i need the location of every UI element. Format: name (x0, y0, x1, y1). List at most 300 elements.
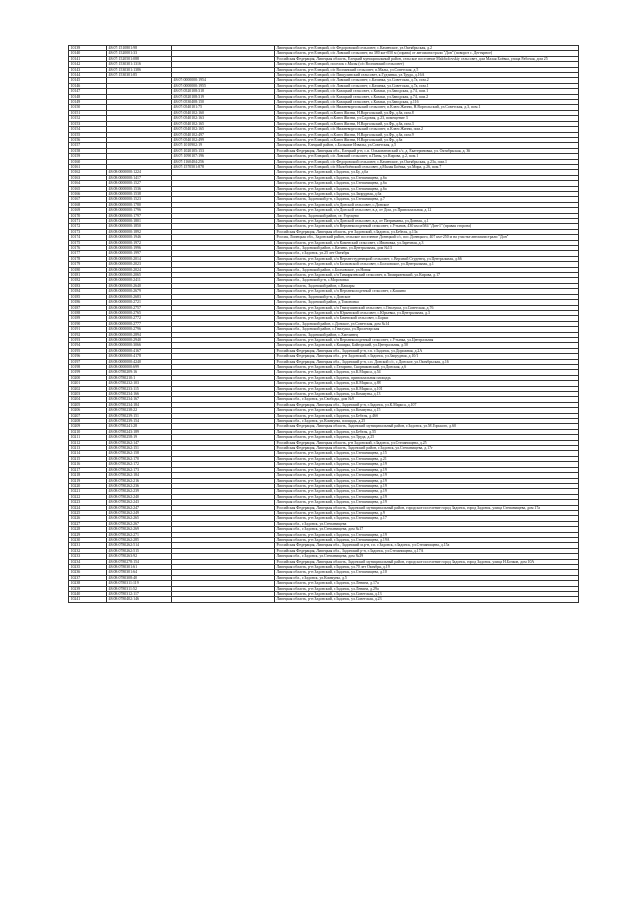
cadastral-number-cell: 48:08:0000000:1523 (107, 197, 172, 202)
row-number-cell: 10207 (69, 413, 107, 418)
address-cell: Российская Федерация, Липецкая обл., Задонский р-н, с.п. Донской с/с, с.Донское, ул.Октябрьская, д.16 (275, 359, 579, 364)
row-number-cell: 10234 (69, 559, 107, 564)
address-cell: Липецкая область, р-н Задонский, г.Задонск, ул.К.Маркса, д.54 (275, 370, 579, 375)
cadastral-number-cell: 48:08:0780238:22 (107, 408, 172, 413)
cadastral-number-cell: 48:07:1530301:85 (107, 73, 172, 78)
address-cell: Липецкая обл., Задонский район, с.Болховское, ул.Новая (275, 267, 579, 272)
cadastral-number-cell: 48:07:1530301:1386 (107, 67, 172, 72)
address-cell: Липецкая область, р-н Задонский, с/п Болховской сельсовет, с.Болховское, ул.Центральная, д.1 (275, 262, 579, 267)
row-number-cell: 10187 (69, 305, 107, 310)
row-number-cell: 10165 (69, 186, 107, 191)
row-number-cell: 10220 (69, 483, 107, 488)
address-cell: Липецкая область, р-н Елецкий, с/п Лавский сельсовет, на 380 км+050 м (справа) от автомагистрали "Дон" (поворот с. Дегтярное) (275, 51, 579, 56)
address-cell: Липецкая обл., Задонский район, с.Гнилуша, ул.Пролетарская (275, 327, 579, 332)
cadastral-number-cell: 48:08:0780262:239 (107, 489, 172, 494)
address-cell: Липецкая область, р-н Задонский, г.Задонск, ул.Степанищева, д.19 (275, 500, 579, 505)
address-cell: Российская Федерация, Липецкая обл., Задонский м.р-н, г.п. г.Задонск, г.Задонск, ул.Степанищева, д.15а (275, 543, 579, 548)
cadastral-number-cell: 48:08:0000000:2679 (107, 289, 172, 294)
row-number-cell: 10239 (69, 586, 107, 591)
row-number-cell: 10199 (69, 370, 107, 375)
row-number-cell: 10188 (69, 310, 107, 315)
row-number-cell: 10150 (69, 105, 107, 110)
cadastral-number-cell: 48:08:0780278:154 (107, 559, 172, 564)
row-number-cell: 10155 (69, 132, 107, 137)
cadastral-number-cell: 48:08:0780258:19 (107, 435, 172, 440)
row-number-cell: 10178 (69, 256, 107, 261)
address-cell: Липецкая обл., г.Задонск, ул.Свободы, дом №9 (275, 397, 579, 402)
address-cell: Россия, Липецкая обл., Задонский район, сельское поселение Донецкий с/с, пос.Донецкого, 407 км+250 м на участке автомагистрали "Дон" (275, 235, 579, 240)
cadastral-number-cell: 48:08:0000000:1417 (107, 175, 172, 180)
cadastral-number-cell: 48:08:0780262:247 (107, 505, 172, 510)
cadastral-number-cell: 48:08:0000000:2757 (107, 305, 172, 310)
address-cell: Липецкая область, р-н Елецкий, с/п Федоровский сельсовет, с.Каменское, ул.Октябрьская, д.2 (275, 46, 579, 51)
cadastral-number-cell: 48:08:0000000:1946 (107, 235, 172, 240)
row-number-cell: 10221 (69, 489, 107, 494)
address-cell: Липецкая область, Задонский район, с.Кашары (275, 283, 579, 288)
address-cell: Липецкая область, р-н Задонский, г.Задонск, ул.Степанищева, д.6а (275, 186, 579, 191)
row-number-cell: 10146 (69, 83, 107, 88)
row-number-cell: 10219 (69, 478, 107, 483)
row-number-cell: 10203 (69, 392, 107, 397)
cadastral-number-cell: 48:08:0780262:147 (107, 440, 172, 445)
row-number-cell: 10236 (69, 570, 107, 575)
row-number-cell: 10226 (69, 516, 107, 521)
row-number-cell: 10235 (69, 565, 107, 570)
address-cell: Липецкая область, р-н Елецкий, с/п Малобоёвский сельсовет, д.Малая Боёвка, ул.Мира, д.26, пом.7 (275, 164, 579, 169)
row-number-cell: 10240 (69, 592, 107, 597)
address-cell: Российская Федерация, Липецкая обл., Елецкий р-н, с.п. Ольховатовский с/с, д. Екатериновка, ул. Октябрьская, д. 36 (275, 148, 579, 153)
address-cell: Липецкая область, р-н Задонский, г.Задонск, привокзальная площадь (275, 375, 579, 380)
cadastral-number-cell: 48:08:0780239:151 (107, 413, 172, 418)
row-number-cell: 10164 (69, 181, 107, 186)
address-cell: Липецкая область, Задонский р-н, г.Задонск, ул.Степанищева, д.7 (275, 197, 579, 202)
cadastral-number-cell: 48:08:0780262:173 (107, 467, 172, 472)
row-number-cell: 10184 (69, 289, 107, 294)
address-cell: Липецкая область, р-н Задонский, г.Задонск, ул.Степанищева, д.19 (275, 532, 579, 537)
row-number-cell: 10194 (69, 343, 107, 348)
building-cadastral-cell: 48:07:0000000:1954 (172, 78, 275, 83)
address-cell: Российская Федерация, Липецкая область, Задонский район, г.Задонск, ул.Степанищева, д.17г (275, 446, 579, 451)
cadastral-number-cell: 48:08:0000000:2411 (107, 278, 172, 283)
cadastral-number-cell: 48:08:0000000:2940 (107, 337, 172, 342)
address-cell: Липецкая область, р-н Елецкий, с/п Казацкий сельсовет, с.Казаки, ул.Заводская, д.74, пом.2 (275, 94, 579, 99)
row-number-cell: 10148 (69, 94, 107, 99)
row-number-cell: 10169 (69, 208, 107, 213)
row-number-cell: 10179 (69, 262, 107, 267)
cadastral-number-cell: 48:08:0780263:92 (107, 554, 172, 559)
address-cell: Липецкая область, р-н Задонский, г.Задонск, ул.Степанищева, д.19 (275, 483, 579, 488)
cadastral-number-cell: 48:07:1520001:33 (107, 51, 172, 56)
cadastral-number-cell: 48:08:0780312:117 (107, 592, 172, 597)
cadastral-number-cell: 48:08:0000000:1527 (107, 181, 172, 186)
building-cadastral-cell: 48:07:0540102:497 (172, 132, 275, 137)
row-number-cell: 10197 (69, 359, 107, 364)
address-cell: Липецкая область, р-н Елецкий, п.Ключ Жизни, Н.Воргольский, ул.Фр, д.6а, пом.9 (275, 132, 579, 137)
address-cell: Липецкая область, р-н Елецкий, п.Ключ Жизни, ул.Садовая, д.23, помещение 3 (275, 116, 579, 121)
cadastral-number-cell: 48:08:0000000:1796 (107, 208, 172, 213)
building-cadastral-cell (172, 597, 275, 602)
address-cell: Липецкая область, р-н Задонский, г.Задонск, ул.Коммуны, д.13 (275, 392, 579, 397)
address-cell: Липецкая область, р-н Задонский, г.Задонск, ул.Советская, д.13 (275, 592, 579, 597)
row-number-cell: 10186 (69, 300, 107, 305)
address-cell: Липецкая область, р-н Задонский, г.Задонск, ул.Степанищева, д.6а (275, 181, 579, 186)
row-number-cell: 10163 (69, 175, 107, 180)
row-number-cell: 10145 (69, 78, 107, 83)
address-cell: Липецкая область, р-н Задонский, г.Задонск, ул.Бебеля, д.46б (275, 413, 579, 418)
cadastral-number-cell: 48:08:0780243:189 (107, 429, 172, 434)
row-number-cell: 10204 (69, 397, 107, 402)
address-cell: Липецкая область, р-н Задонский, с/п Верхнеколодезный сельсовет, с.Утынка, ул.Центральная (275, 337, 579, 342)
address-cell: Липецкая область, р-н Задонский, г.Задонск, ул.К.Маркса, д.101 (275, 386, 579, 391)
address-cell: Липецкая область, р-н Задонский, г.Задонск, ул.Коммуны, д.15 (275, 408, 579, 413)
address-cell: Липецкая область, р-н Задонский, г.Задонск, ул.Степанищева, д.6а (275, 175, 579, 180)
address-cell: Липецкая область, р-н Задонский, г.Задонск, ул.70 лет Октября, д.19 (275, 565, 579, 570)
row-number-cell: 10216 (69, 462, 107, 467)
address-cell: Российская Федерация, Липецкая обл., Задонский р-н, г.Задонск, ул.Степанищева, д.17А (275, 548, 579, 553)
cadastral-number-cell: 48:08:0780301:64 (107, 570, 172, 575)
row-number-cell: 10174 (69, 235, 107, 240)
cadastral-number-cell: 48:08:0780262:271 (107, 532, 172, 537)
row-number-cell: 10196 (69, 354, 107, 359)
cadastral-number-cell: 48:08:0780262:265 (107, 516, 172, 521)
address-cell: Липецкая область, р-н Задонский, с/п Верхнестуденецкий сельсовет, с.Верхний Студенец, ул.Центральная, д.66 (275, 256, 579, 261)
row-number-cell: 10181 (69, 273, 107, 278)
building-cadastral-cell: 48:07:0540101:75 (172, 105, 275, 110)
cadastral-number-cell: 48:08:0780234:184 (107, 402, 172, 407)
address-cell: Липецкая область, р-н Задонский, г.Задонск, ул.Степанищева, д.19А (275, 537, 579, 542)
address-cell: Липецкая обл., г.Задонск, ул.Степанищева, дом №29 (275, 554, 579, 559)
property-table-body (69, 46, 579, 603)
cadastral-number-cell: 48:08:0780262:285 (107, 537, 172, 542)
row-number-cell: 10147 (69, 89, 107, 94)
address-cell: Липецкая область, р-н Задонский, г.Задонск, ул.Степанищева, д.15 (275, 451, 579, 456)
cadastral-number-cell: 48:08:0780262:151 (107, 446, 172, 451)
row-number-cell: 10215 (69, 456, 107, 461)
row-number-cell: 10202 (69, 386, 107, 391)
cadastral-number-cell: 48:08:0780262:158 (107, 451, 172, 456)
row-number-cell: 10156 (69, 137, 107, 142)
address-cell: Липецкая область, р-н Задонский, с/п Донской сельсовет, в.д. от Патриманы, ул.Донная, д.1 (275, 219, 579, 224)
row-number-cell: 10225 (69, 510, 107, 515)
row-number-cell: 10233 (69, 554, 107, 559)
cadastral-number-cell: 48:08:0000000:2772 (107, 316, 172, 321)
address-cell: Липецкая область, р-н Елецкий, с/п Федоровский сельсовет, с.Каменское, ул.Октябрьская, д.23а, пом.1 (275, 159, 579, 164)
address-cell: Липецкая область, р-н Задонский, г.Задонск, ул.Степанищева, д.19 (275, 473, 579, 478)
building-cadastral-cell: 48:07:0540102:165 (172, 127, 275, 132)
cadastral-number-cell: 48:08:0000000:1536 (107, 186, 172, 191)
row-number-cell: 10142 (69, 62, 107, 67)
address-cell: Липецкая обл., Задонский район, с.Донское, ул.Советская, дом №14 (275, 321, 579, 326)
address-cell: Липецкая область, р-н Задонский, г.Задонск, ул.Степанищева, д.19 (275, 489, 579, 494)
row-number-cell: 10222 (69, 494, 107, 499)
cadastral-number-cell: 48:07:1530301:1316 (107, 62, 172, 67)
row-number-cell: 10154 (69, 127, 107, 132)
address-cell: Липецкая область, р-н Задонский, г.Задонск, ул.К.Маркса, д.88 (275, 381, 579, 386)
cadastral-number-cell: 48:08:0000000:4240 (107, 359, 172, 364)
address-cell: Липецкая область, р-н Задонский, с/п Каменский сельсовет, с.Ивановка, ул.Заречная, д.3 (275, 240, 579, 245)
address-cell: Липецкая область, р-н Задонский, с/п Верхнеколодезный сельсовет, с.Кашино (275, 289, 579, 294)
address-cell: Липецкая область, р-н Задонский, г.Задонск, ул.Ленина, д.17а (275, 581, 579, 586)
row-number-cell: 10193 (69, 337, 107, 342)
cadastral-number-cell: 48:08:0000000:2023 (107, 262, 172, 267)
address-cell: Липецкая обл., г.Задонск, ул.Коммуны, д.5 (275, 575, 579, 580)
cadastral-number-cell: 48:08:0780209:16 (107, 370, 172, 375)
cadastral-number-cell: 48:08:0780234:167 (107, 397, 172, 402)
address-cell: Липецкая область, р-н Елецкий, поселок с.Малы (с/п Волчанский сельсовет) (275, 62, 579, 67)
building-cadastral-cell: 48:07:0000000:1955 (172, 83, 275, 88)
cadastral-number-cell: 48:08:0780262:240 (107, 494, 172, 499)
cadastral-number-cell: 48:08:0000000:4178 (107, 354, 172, 359)
cadastral-number-cell: 48:08:0780262:269 (107, 527, 172, 532)
row-number-cell: 10167 (69, 197, 107, 202)
cadastral-number-cell: 48:08:0000000:699 (107, 364, 172, 369)
address-cell: Липецкая область, р-н Елецкий, с/п Нижневоргольский сельсовет, п.Ключ Жизни, пом.2 (275, 127, 579, 132)
address-cell: Липецкая область, р-н Елецкий, с/п Лавский сельсовет, п.Паны, ул.Кирова, д.2, пом.1 (275, 154, 579, 159)
row-number-cell: 10210 (69, 429, 107, 434)
address-cell: Липецкая область, р-н Задонский, г.Задонск, ул.Степанищева, д.19 (275, 462, 579, 467)
row-number-cell: 10232 (69, 548, 107, 553)
row-number-cell: 10171 (69, 219, 107, 224)
row-number-cell: 10180 (69, 267, 107, 272)
address-cell: Липецкая область, Задонский район, с.Хмелинец (275, 332, 579, 337)
cadastral-number-cell: 48:08:0780262:243 (107, 500, 172, 505)
building-cadastral-cell: 48:07:0540102:160 (172, 110, 275, 115)
address-cell: Липецкая область, р-н Задонский, г.Задонск, ул.Труда, д.25 (275, 435, 579, 440)
address-cell: Липецкая область, Задонский р-н, с.Донское (275, 294, 579, 299)
cadastral-number-cell: 48:08:0780262:267 (107, 521, 172, 526)
cadastral-number-cell: 48:08:0780234:166 (107, 392, 172, 397)
row-number-cell: 10152 (69, 116, 107, 121)
row-number-cell: 10201 (69, 381, 107, 386)
row-number-cell: 10170 (69, 213, 107, 218)
row-number-cell: 10185 (69, 294, 107, 299)
row-number-cell: 10149 (69, 100, 107, 105)
address-cell: Липецкая область, р-н Задонский, с/п Донской сельсовет, с.Донское (275, 202, 579, 207)
cadastral-number-cell: 48:08:0000000:2024 (107, 267, 172, 272)
row-number-cell: 10228 (69, 527, 107, 532)
row-number-cell: 10231 (69, 543, 107, 548)
address-cell: Липецкая область, р-н Задонский, г.Задонск, ул.Советская, д.23 (275, 597, 579, 602)
row-number-cell: 10192 (69, 332, 107, 337)
row-number-cell: 10141 (69, 56, 107, 61)
row-number-cell: 10195 (69, 348, 107, 353)
cadastral-number-cell: 48:08:0000000:1224 (107, 170, 172, 175)
row-number-cell: 10177 (69, 251, 107, 256)
address-cell: Российская Федерация, Липецкая обл., Задонский р-н, г.Задонск, ул.К.Маркса, д.107 (275, 402, 579, 407)
row-number-cell: 10161 (69, 164, 107, 169)
address-cell: Липецкая область, р-н Задонский, г.Задонск, ул.Бу, д.6а (275, 170, 579, 175)
row-number-cell: 10213 (69, 446, 107, 451)
row-number-cell: 10217 (69, 467, 107, 472)
cadastral-number-cell: 48:08:0780262:249 (107, 510, 172, 515)
address-cell: Липецкая обл., г.Задонск, ул.Коммуны, площадь, д.25 (275, 419, 579, 424)
row-number-cell: 10153 (69, 121, 107, 126)
building-cadastral-cell: 48:07:1090107:196 (172, 154, 275, 159)
cadastral-number-cell: 48:08:0780311:119 (107, 581, 172, 586)
cadastral-number-cell: 48:08:0780262:184 (107, 473, 172, 478)
address-cell: Липецкая область, р-н Елецкий, с/п Лавский сельсовет, с.Казинка, ул.Советская, д.7а, пом.1 (275, 83, 579, 88)
cadastral-number-cell: 48:08:0000000:1997 (107, 251, 172, 256)
building-cadastral-cell: 48:07:1160404:256 (172, 159, 275, 164)
address-cell: Липецкая область, р-н Елецкий, с/п Нижневоргольский сельсовет, п.Ключ Жизни, Н.Воргольский, ул.Советская, д.3, пом.1 (275, 105, 579, 110)
row-number-cell: 10191 (69, 327, 107, 332)
address-cell: Липецкая область, р-н Задонский, г.Задонск, ул.Степанищева, д.17 (275, 516, 579, 521)
row-number-cell: 10175 (69, 240, 107, 245)
cadastral-number-cell: 48:08:0780239:154 (107, 419, 172, 424)
cadastral-number-cell: 48:08:0780210:1 (107, 375, 172, 380)
address-cell: Липецкая область, Задонский район, д.Тихоновка (275, 300, 579, 305)
address-cell: Липецкая область, р-н Задонский, г.Задонск, ул.Запрудная, д.6а (275, 191, 579, 196)
address-cell: Липецкая обл., г.Задонск, ул.25 лет Октября (275, 251, 579, 256)
cadastral-number-cell: 48:08:0780262:236 (107, 483, 172, 488)
row-number-cell: 10227 (69, 521, 107, 526)
building-cadastral-cell: 48:07:0540102:163 (172, 116, 275, 121)
building-cadastral-cell: 48:07:1570501:878 (172, 164, 275, 169)
cadastral-number-cell: 48:08:0780262:216 (107, 478, 172, 483)
row-number-cell: 10212 (69, 440, 107, 445)
row-number-cell: 10200 (69, 375, 107, 380)
address-cell: Липецкая область, р-н Задонский, с/п Верхнеколодезный сельсовет, с.Утынов, 430 км м/М4 "Дон-1" (правая сторона) (275, 224, 579, 229)
row-number-cell: 10144 (69, 73, 107, 78)
row-number-cell: 10166 (69, 191, 107, 196)
row-number-cell: 10211 (69, 435, 107, 440)
row-number-cell: 10140 (69, 51, 107, 56)
cadastral-number-cell: 48:08:0780308:40 (107, 575, 172, 580)
row-number-cell: 10173 (69, 229, 107, 234)
cadastral-number-cell: 48:08:0000000:3066 (107, 343, 172, 348)
row-number-cell: 10214 (69, 451, 107, 456)
row-number-cell: 10182 (69, 278, 107, 283)
cadastral-number-cell: 48:08:0000000:2894 (107, 332, 172, 337)
cadastral-number-cell: 48:08:0780402:146 (107, 597, 172, 602)
property-table (68, 45, 579, 603)
address-cell: Липецкая область, р-н Задонский, с.Кашары, Байгорский, ул.Центральная, д.50 (275, 343, 579, 348)
cadastral-number-cell: 48:08:0000000:2065 (107, 273, 172, 278)
address-cell: Российская Федерация, Липецкая область, р-н Задонский, г.Задонск, ул.Степанищева, д.25 (275, 440, 579, 445)
document-page (68, 45, 578, 603)
cadastral-number-cell: 48:08:0780233:115 (107, 386, 172, 391)
address-cell: Липецкая область, р-н Задонский, г.Задонск, ул.Степанищева, д.10 (275, 570, 579, 575)
cadastral-number-cell: 48:08:0000000:1996 (107, 246, 172, 251)
cadastral-number-cell: 48:08:0780262:170 (107, 456, 172, 461)
cadastral-number-cell: 48:08:0000000:1892 (107, 229, 172, 234)
row-number-cell: 10241 (69, 597, 107, 602)
building-cadastral-cell: 48:07:0540102:165 (172, 121, 275, 126)
row-number-cell: 10189 (69, 316, 107, 321)
address-cell: Липецкая область, Задонский район, ст. Улусцево (275, 213, 579, 218)
address-cell: Липецкая область, р-н Елецкий, п.Ключ Жизни, Н.Воргольский, ул.Фр, д.6а, пом.3 (275, 121, 579, 126)
cadastral-number-cell: 48:08:0780262:515 (107, 548, 172, 553)
building-cadastral-cell: 48:07:0530408:150 (172, 100, 275, 105)
row-number-cell: 10230 (69, 537, 107, 542)
address-cell: Липецкая область, р-н Елецкий, с/п Казацкий сельсовет, с.Казаки, ул.Заводская, д.116 (275, 100, 579, 105)
address-cell: Липецкая область, р-н Задонский, с/п Тимирязевский сельсовет, п.Тимирязевский, ул.Кирова, д.17 (275, 273, 579, 278)
address-cell: Липецкая область, р-н Задонский, г.Задонск, ул.Степанищева, д.9 (275, 510, 579, 515)
address-cell: Российская Федерация, Липецкая обл., Задонский р-н, г.п. г.Задонск, ул.Дорожная, д.2А (275, 348, 579, 353)
row-number-cell: 10158 (69, 148, 107, 153)
row-number-cell: 10223 (69, 500, 107, 505)
cadastral-number-cell: 48:08:0000000:1797 (107, 213, 172, 218)
address-cell: Липецкая область, р-н Задонский, г.Задонск, ул.Степанищева, д.21 (275, 456, 579, 461)
cadastral-number-cell: 48:08:0000000:1972 (107, 240, 172, 245)
address-cell: Российская Федерация, Липецкая область, Задонский муниципальный район, городское поселение город Задонск, город Задонск, улица Н.Бочков, дом 10А (275, 559, 579, 564)
cadastral-number-cell: 48:08:0000000:2796 (107, 327, 172, 332)
row-number-cell: 10237 (69, 575, 107, 580)
address-cell: Липецкая область, р-н Задонский, с.Гатарино, Скорняковский, ул.Донская, д.6 (275, 364, 579, 369)
address-cell: Липецкая область, р-н Задонский, с/п Гнилушинский сельсовет, с.Гнилуша, ул.Советская, д.76 (275, 305, 579, 310)
table-row (69, 597, 579, 602)
row-number-cell: 10176 (69, 246, 107, 251)
address-cell: Российская Федерация, Липецкая область, Задонский муниципальный район, городское поселение город Задонск, город Задонск, улица Степанищева, дом 17а (275, 505, 579, 510)
address-cell: Российская Федерация, Липецкая область, р-н Задонский, г.Задонск, ул.Бебеля, д.13а (275, 229, 579, 234)
address-cell: Российская Федерация, Липецкая область, Задонский муниципальный район, г.Задонск, ул.М.Горького, д.60 (275, 424, 579, 429)
row-number-cell: 10218 (69, 473, 107, 478)
row-number-cell: 10198 (69, 364, 107, 369)
row-number-cell: 10139 (69, 46, 107, 51)
cadastral-number-cell: 48:08:0000000:2683 (107, 294, 172, 299)
building-cadastral-cell: 48:07:0520108:318 (172, 89, 275, 94)
row-number-cell: 10159 (69, 154, 107, 159)
row-number-cell: 10168 (69, 202, 107, 207)
cadastral-number-cell: 48:08:0000000:1850 (107, 224, 172, 229)
cadastral-number-cell: 48:08:0000000:1780 (107, 202, 172, 207)
row-number-cell: 10229 (69, 532, 107, 537)
cadastral-number-cell: 48:08:0780262:172 (107, 462, 172, 467)
row-number-cell: 10208 (69, 419, 107, 424)
building-cadastral-cell: 48:07:1010902:19 (172, 143, 275, 148)
address-cell: Российская Федерация, Липецкая область, Елецкий муниципальный район, сельское поселение Malobolovskiy сельсовет, дом Малая Боёвка, улица Рабочая, дом 25 (275, 56, 579, 61)
cadastral-number-cell: 48:08:0000000:1801 (107, 219, 172, 224)
address-cell: Липецкая область, р-н Елецкий, с/п Казацкий сельсовет, с.Казаки, ул.Заводская, д.74, пом.1 (275, 89, 579, 94)
address-cell: Липецкая область, р-н Елецкий, с/п Пищулинский сельсовет, к.Гудзинка, ул.Труда, д.16А (275, 73, 579, 78)
cadastral-number-cell: 48:08:0780262:514 (107, 543, 172, 548)
row-number-cell: 10162 (69, 170, 107, 175)
address-cell: Российская Федерация, Липецкая обл., р-н Задонский, г.Задонск, ул.Запрудная, д.10/1 (275, 354, 579, 359)
address-cell: Липецкая область, р-н Задонский, г.Задонск, ул.Бебеля, д.55 (275, 429, 579, 434)
cadastral-number-cell: 48:08:0000000:2721 (107, 300, 172, 305)
row-number-cell: 10206 (69, 408, 107, 413)
cadastral-number-cell: 48:08:0000000:2777 (107, 321, 172, 326)
address-cell: Липецкая область, р-н Задонский, с/п Донской сельсовет, в.д. от Дом, ул.Привокзальная, д.12 (275, 208, 579, 213)
cadastral-number-cell: 48:08:0000000:1538 (107, 191, 172, 196)
cadastral-number-cell: 48:07:1510801:98 (107, 46, 172, 51)
row-number-cell: 10143 (69, 67, 107, 72)
row-number-cell: 10160 (69, 159, 107, 164)
address-cell: Липецкая область, р-н Елецкий, с/п Волчанский сельсовет, п.Малы, ул.Советская, д.5 (275, 67, 579, 72)
address-cell: Липецкая область, р-н Елецкий, с/п Лавский сельсовет, с.Казинка, ул.Советская, д.7а, пом.2 (275, 78, 579, 83)
row-number-cell: 10183 (69, 283, 107, 288)
row-number-cell: 10190 (69, 321, 107, 326)
cadastral-number-cell: 48:08:0000000:2014 (107, 256, 172, 261)
address-cell: Липецкая область, р-н Задонский, г.Задонск, ул.Степанищева, д.19 (275, 467, 579, 472)
address-cell: Липецкая область, р-н Задонский, г.Задонск, ул.Степанищева, д.19 (275, 494, 579, 499)
cadastral-number-cell: 48:08:0780311:52 (107, 586, 172, 591)
building-cadastral-cell: 48:07:1020105:153 (172, 148, 275, 153)
address-cell: Липецкая обл., Задонский район, с.Катино, ул.Центральная, дом №13 (275, 246, 579, 251)
address-cell: Липецкая область, Елецкий район, с.Большие Извалы, ул.Советская, д.5 (275, 143, 579, 148)
row-number-cell: 10224 (69, 505, 107, 510)
address-cell: Липецкая область, р-н Елецкий, п.Ключ Жизни, Н.Воргольский, ул.Фр, д.6а (275, 137, 579, 142)
row-number-cell: 10172 (69, 224, 107, 229)
cadastral-number-cell: 48:08:0780232:103 (107, 381, 172, 386)
row-number-cell: 10157 (69, 143, 107, 148)
address-cell: Липецкая область, р-н Задонский, г.Задонск, ул.Ленина, д.29а (275, 586, 579, 591)
building-cadastral-cell: 48:07:0520108:319 (172, 94, 275, 99)
row-number-cell: 10238 (69, 581, 107, 586)
cadastral-number-cell: 48:08:0000000:2765 (107, 310, 172, 315)
row-number-cell: 10205 (69, 402, 107, 407)
address-cell: Липецкая обл., Задонский р-н, с.Морозовка (275, 278, 579, 283)
